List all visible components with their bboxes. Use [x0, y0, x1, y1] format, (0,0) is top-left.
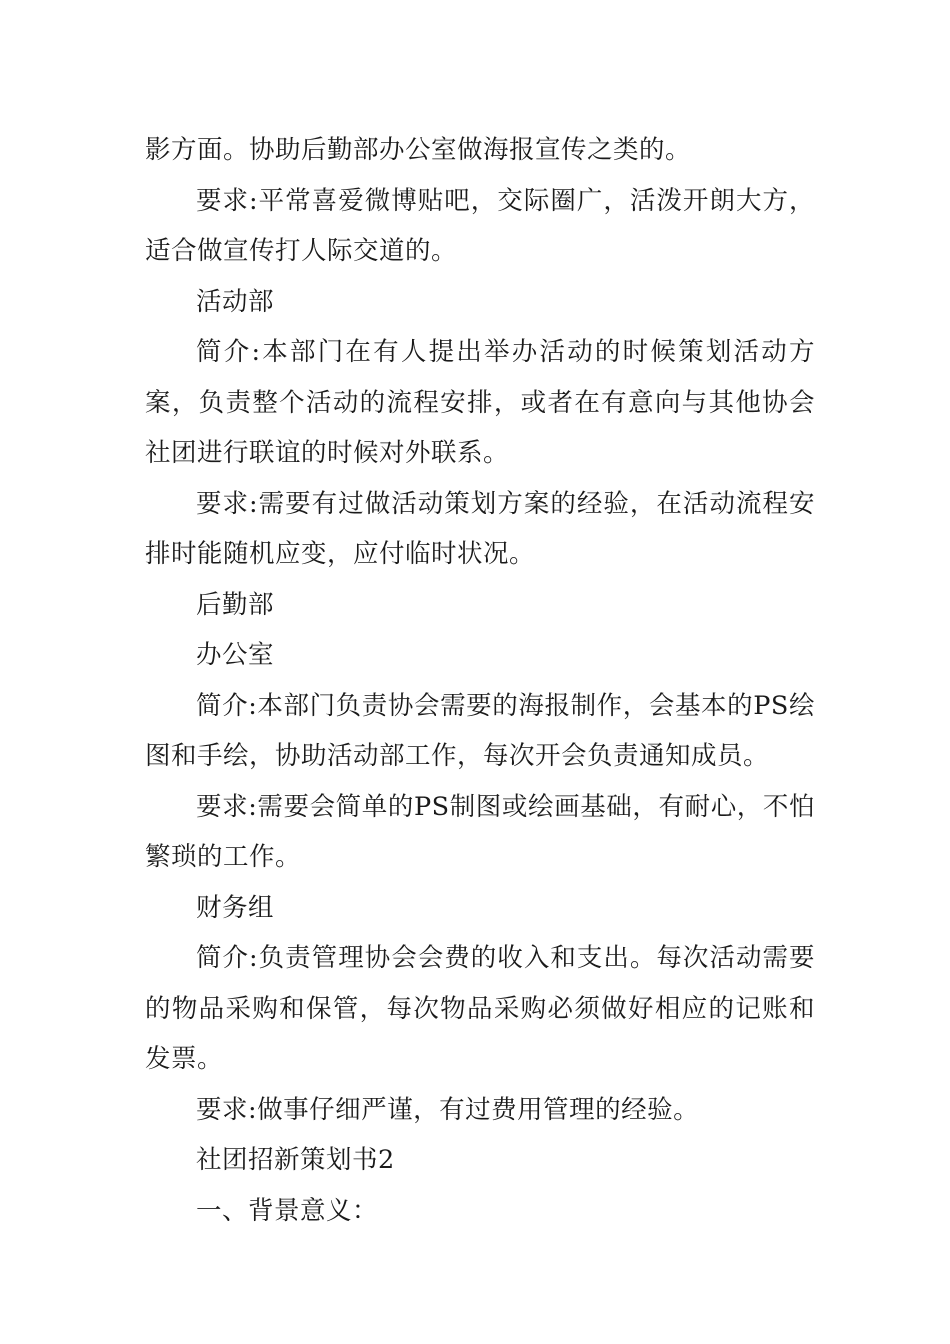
heading-logistics-dept: 后勤部 [196, 589, 275, 620]
paragraph-publicity-requirement: 要求:平常喜爱微博贴吧，交际圈广，活泼开朗大方，适合做宣传打人际交道的。 [145, 185, 815, 266]
heading-office: 办公室 [196, 640, 275, 670]
paragraph-office-intro: 简介:本部门负责协会需要的海报制作，会基本的PS绘图和手绘，协助活动部工作，每次开会负责通知成员。 [145, 690, 815, 771]
paragraph-finance-requirement: 要求:做事仔细严谨，有过费用管理的经验。 [196, 1094, 700, 1125]
paragraph-activity-requirement: 要求:需要有过做活动策划方案的经验，在活动流程安排时能随机应变，应付临时状况。 [145, 488, 815, 569]
heading-background-meaning: 一、背景意义： [196, 1195, 379, 1226]
paragraph-office-requirement: 要求:需要会简单的PS制图或绘画基础，有耐心，不怕繁琐的工作。 [145, 791, 815, 872]
heading-finance-group: 财务组 [196, 892, 275, 923]
heading-activity-dept: 活动部 [196, 286, 275, 317]
document-body [145, 125, 815, 1236]
paragraph-continuation: 影方面。协助后勤部办公室做海报宣传之类的。 [145, 135, 692, 165]
heading-plan-2: 社团招新策划书2 [196, 1145, 395, 1175]
paragraph-finance-intro: 简介:负责管理协会会费的收入和支出。每次活动需要的物品采购和保管，每次物品采购必须做好相应的记账和发票。 [145, 943, 815, 1074]
paragraph-activity-intro: 简介:本部门在有人提出举办活动的时候策划活动方案，负责整个活动的流程安排，或者在有意向与其他协会社团进行联谊的时候对外联系。 [145, 337, 815, 468]
